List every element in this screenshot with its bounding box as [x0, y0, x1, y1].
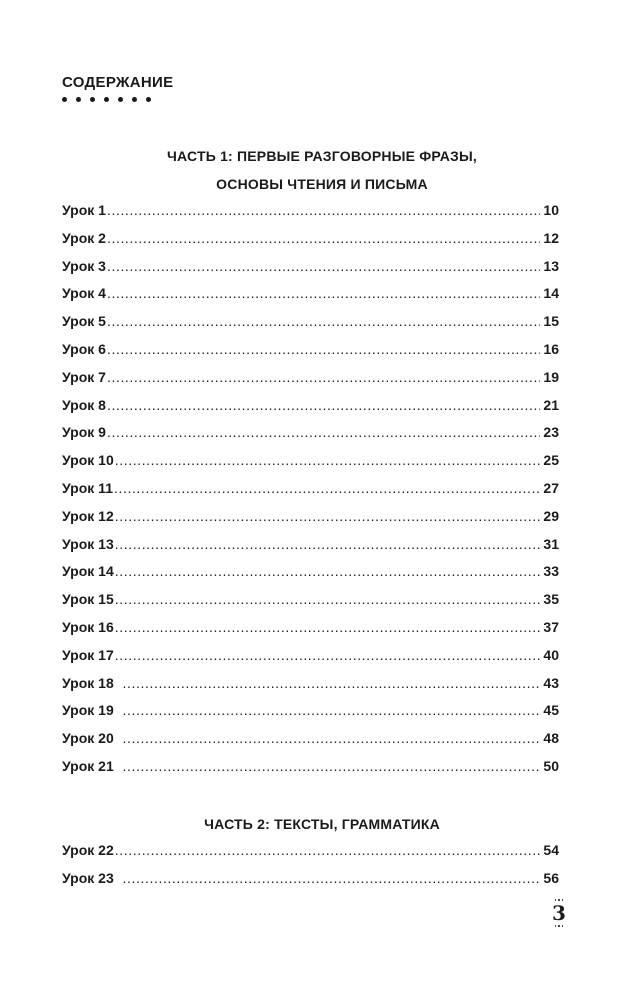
toc-entry	[62, 230, 559, 258]
toc-entry	[62, 258, 559, 286]
toc-entry	[62, 758, 559, 786]
toc-entry-page: 13	[543, 257, 559, 274]
toc-entry	[62, 369, 559, 397]
toc-entry-label: Урок 4	[62, 285, 106, 302]
toc-entry	[62, 647, 559, 675]
toc-entry	[62, 675, 559, 703]
toc-entry	[62, 452, 559, 480]
toc-entry-label: Урок 2	[62, 229, 106, 246]
toc-entry-page: 43	[543, 674, 559, 691]
toc-entry-label: Урок 21	[62, 757, 122, 774]
toc-entry-label: Урок 20	[62, 730, 122, 747]
toc-entry	[62, 730, 559, 758]
toc-entry	[62, 619, 559, 647]
dot-leader	[107, 258, 540, 274]
toc-entry-page: 19	[543, 368, 559, 385]
toc-entry-page: 14	[543, 285, 559, 302]
toc-entry-label: Урок 23	[62, 869, 122, 886]
dot-leader	[107, 313, 540, 329]
toc-entry-page: 23	[543, 424, 559, 441]
toc-entry-label: Урок 19	[62, 702, 122, 719]
toc-entry	[62, 313, 559, 341]
toc-entry-label: Урок 1	[62, 202, 106, 218]
toc-entry-label: Урок 11	[62, 479, 113, 496]
part2-toc-list	[62, 842, 559, 898]
part1-toc-list	[62, 202, 559, 786]
toc-entry-page: 48	[543, 730, 559, 747]
toc-entry-label: Урок 15	[62, 591, 114, 608]
toc-entry-label: Урок 17	[62, 646, 114, 663]
toc-entry-page: 16	[543, 340, 559, 357]
toc-entry-page: 31	[543, 535, 559, 552]
heading-dot-ornament	[62, 97, 151, 102]
toc-entry	[62, 842, 559, 870]
toc-entry	[62, 480, 559, 508]
dot-leader	[123, 870, 541, 886]
toc-entry-page: 25	[543, 452, 559, 469]
dot-leader	[115, 452, 541, 468]
dot-leader	[107, 341, 540, 357]
dot-leader	[115, 647, 541, 663]
toc-entry-label: Урок 5	[62, 313, 106, 330]
toc-entry-page: 45	[543, 702, 559, 719]
toc-entry-page: 37	[543, 618, 559, 635]
toc-entry	[62, 202, 559, 230]
toc-entry	[62, 870, 559, 898]
page-number-block	[548, 898, 570, 928]
toc-entry	[62, 397, 559, 425]
dot-leader	[115, 508, 541, 524]
toc-entry-page: 15	[543, 313, 559, 330]
toc-entry-page: 35	[543, 591, 559, 608]
toc-entry-label: Урок 14	[62, 563, 114, 580]
dot-leader	[107, 230, 540, 246]
dot-leader	[123, 758, 541, 774]
toc-entry-page: 56	[543, 869, 559, 886]
dot-leader	[114, 480, 540, 496]
toc-entry-label: Урок 22	[62, 842, 114, 858]
toc-entry	[62, 563, 559, 591]
toc-entry-label: Урок 18	[62, 674, 122, 691]
toc-entry-page: 21	[543, 396, 559, 413]
toc-entry	[62, 341, 559, 369]
toc-entry-label: Урок 8	[62, 396, 106, 413]
part1-title-line2: ОСНОВЫ ЧТЕНИЯ И ПИСЬМА	[216, 176, 428, 192]
dot-leader	[115, 842, 541, 858]
dot-leader	[115, 536, 541, 552]
toc-entry-label: Урок 9	[62, 424, 106, 441]
dot-leader	[107, 369, 540, 385]
toc-entry-label: Урок 7	[62, 368, 106, 385]
dot-leader	[107, 285, 540, 301]
dot-leader	[107, 424, 540, 440]
toc-entry-page: 27	[543, 479, 559, 496]
toc-entry-label: Урок 12	[62, 507, 114, 524]
dot-leader	[123, 675, 541, 691]
dot-leader	[115, 591, 541, 607]
toc-entry-page: 10	[543, 202, 559, 218]
dot-leader	[115, 619, 541, 635]
toc-entry	[62, 424, 559, 452]
dot-leader	[123, 702, 541, 718]
toc-entry-label: Урок 16	[62, 618, 114, 635]
toc-entry-page: 54	[543, 842, 559, 858]
toc-entry-label: Урок 10	[62, 452, 114, 469]
part2-title: ЧАСТЬ 2: ТЕКСТЫ, ГРАММАТИКА	[204, 816, 440, 832]
toc-entry	[62, 536, 559, 564]
dot-leader	[123, 730, 541, 746]
toc-entry	[62, 591, 559, 619]
toc-entry	[62, 508, 559, 536]
toc-entry-page: 33	[543, 563, 559, 580]
toc-entry	[62, 285, 559, 313]
page-number: 3	[552, 901, 566, 925]
toc-entry-page: 40	[543, 646, 559, 663]
toc-entry-page: 50	[543, 757, 559, 774]
toc-entry-page: 29	[543, 507, 559, 524]
dot-leader	[115, 563, 541, 579]
dot-leader	[107, 397, 540, 413]
toc-entry-label: Урок 6	[62, 340, 106, 357]
toc-entry-label: Урок 13	[62, 535, 114, 552]
toc-entry	[62, 702, 559, 730]
toc-entry-label: Урок 3	[62, 257, 106, 274]
part1-title-line1: ЧАСТЬ 1: ПЕРВЫЕ РАЗГОВОРНЫЕ ФРАЗЫ,	[167, 148, 477, 164]
dot-leader	[107, 202, 540, 218]
contents-heading: СОДЕРЖАНИЕ	[62, 74, 174, 91]
toc-entry-page: 12	[543, 229, 559, 246]
